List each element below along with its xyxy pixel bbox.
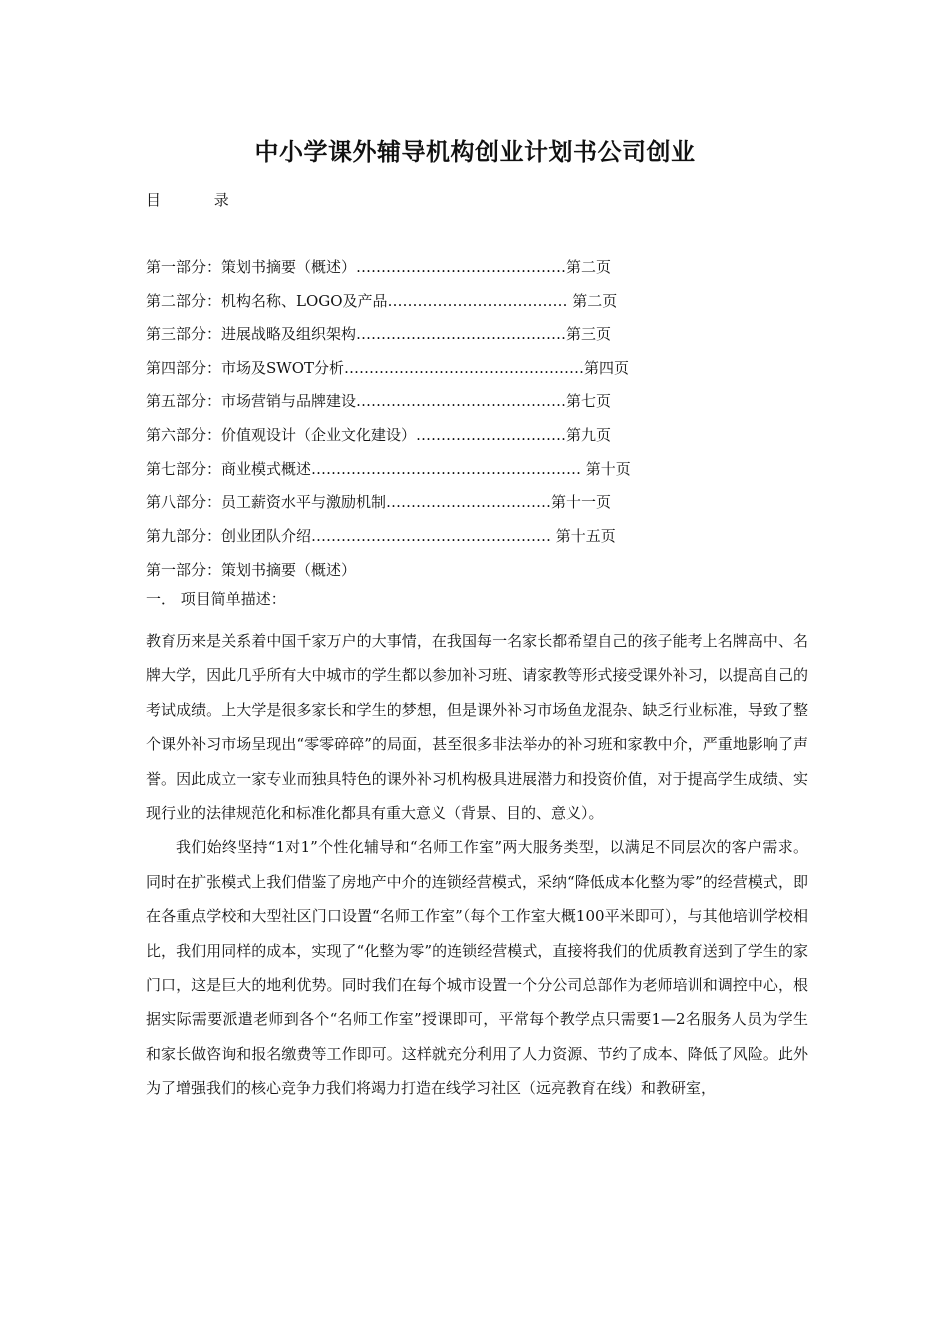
table-of-contents [146, 255, 766, 557]
toc-entry-1: 第一部分：策划书摘要（概述）……………………………………第二页 [146, 258, 612, 276]
toc-entry-6: 第六部分：价值观设计（企业文化建设）…………………………第九页 [146, 425, 612, 444]
toc-entry-4: 第四部分：市场及SWOT分析…………………………………………第四页 [146, 358, 629, 377]
toc-entry-3: 第三部分：进展战略及组织架构……………………………………第三页 [146, 325, 612, 344]
section-heading: 第一部分：策划书摘要（概述） [146, 561, 357, 579]
section-subheading: 一． 项目简单描述： [146, 590, 286, 608]
body-paragraph-1: 教育历来是关系着中国千家万户的大事情，在我国每一名家长都希望自己的孩子能考上名牌高中、名牌大学，因此几乎所有大中城市的学生都以参加补习班、请家教等形式接受课外补习，以提高自己的考试成绩。上大学是很多家长和学生的梦想，但是课外补习市场鱼龙混杂、缺乏行业标准，导致了整个课外补习市场呈现出“零零碎碎”的局面，甚至很多非法举办的补习班和家教中介，严重地影响了声誉。因此成立一家专业而独具特色的课外补习机构极具进展潜力和投资价值，对于提高学生成绩、实现行业的法律规范化和标准化都具有重大意义（背景、目的、意义）。 [146, 632, 808, 823]
toc-entry-5: 第五部分：市场营销与品牌建设……………………………………第七页 [146, 392, 612, 411]
toc-entry-2: 第二部分：机构名称、LOGO及产品……………………………… 第二页 [146, 291, 618, 310]
toc-heading: 目 录 [146, 191, 253, 209]
toc-entry-9: 第九部分：创业团队介绍………………………………………… 第十五页 [146, 526, 616, 545]
toc-entry-8: 第八部分：员工薪资水平与激励机制……………………………第十一页 [146, 493, 612, 512]
body-paragraph-2: 我们始终坚持“1对1”个性化辅导和“名师工作室”两大服务类型，以满足不同层次的客户需求。同时在扩张模式上我们借鉴了房地产中介的连锁经营模式，采纳“降低成本化整为零”的经营模式，即在各重点学校和大型社区门口设置“名师工作室”（每个工作室大概100平米即可），与其他培训学校相比，我们用同样的成本，实现了“化整为零”的连锁经营模式，直接将我们的优质教育送到了学生的家门口，这是巨大的地利优势。同时我们在每个城市设置一个分公司总部作为老师培训和调控中心，根据实际需要派遣老师到各个“名师工作室”授课即可，平常每个教学点只需要1—2名服务人员为学生和家长做咨询和报名缴费等工作即可。这样就充分利用了人力资源、节约了成本、降低了风险。此外为了增强我们的核心竞争力我们将竭力打造在线学习社区（远亮教育在线）和教研室， [146, 838, 808, 1098]
document-body [146, 560, 808, 1106]
document-title: 中小学课外辅导机构创业计划书公司创业 [254, 138, 696, 166]
toc-entry-7: 第七部分：商业模式概述……………………………………………… 第十页 [146, 459, 631, 478]
